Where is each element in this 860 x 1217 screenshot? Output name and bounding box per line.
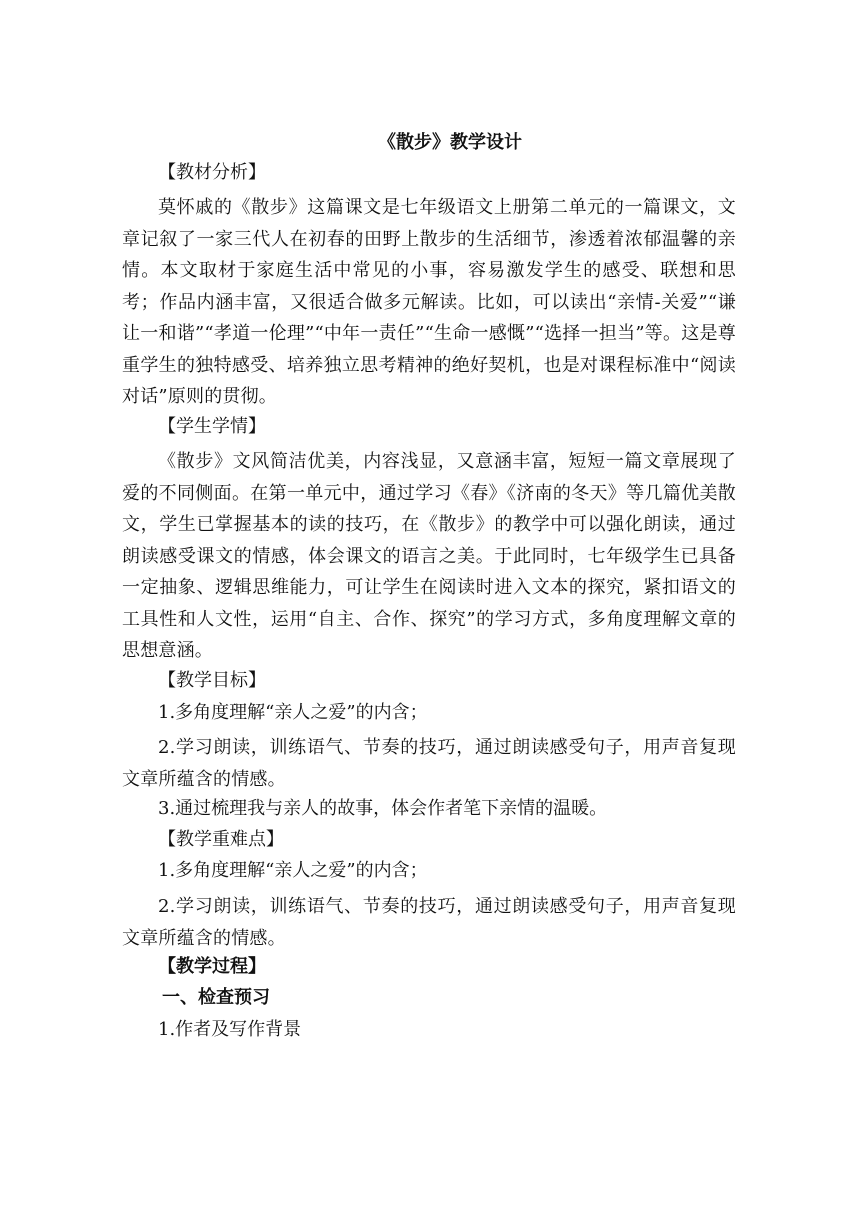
process-item-1: 1.作者及写作背景 — [158, 1019, 302, 1040]
paragraph-textbook-analysis: 莫怀戚的《散步》这篇课文是七年级语文上册第二单元的一篇课文，文章记叙了一家三代人在初春的田野上散步的生活细节，渗透着浓郁温馨的亲情。本文取材于家庭生活中常见的小事，容易激发学生的感受、联想和思考；作品内涵丰富，又很适合做多元解读。比如，可以读出“亲情-关爱”“谦让一和谐”“孝道一伦理”“中年一责任”“生命一感慨”“选择一担当”等。这是尊重学生的独特感受、培养独立思考精神的绝好契机，也是对课程标准中“阅读对话”原则的贯彻。 — [122, 197, 736, 407]
key-point-item-2: 2.学习朗读，训练语气、节奏的技巧，通过朗读感受句子，用声音复现文章所蕴含的情感。 — [122, 896, 736, 949]
section-heading-student-situation: 【学生学情】 — [158, 416, 266, 437]
section-heading-textbook-analysis: 【教材分析】 — [158, 162, 266, 183]
goal-item-3: 3.通过梳理我与亲人的故事，体会作者笔下亲情的温暖。 — [158, 798, 608, 819]
section-heading-teaching-process: 【教学过程】 — [158, 956, 266, 977]
key-point-item-1: 1.多角度理解“亲人之爱”的内含； — [158, 860, 428, 881]
section-heading-key-points: 【教学重难点】 — [158, 829, 284, 850]
paragraph-student-situation: 《散步》文风简洁优美，内容浅显，又意涵丰富，短短一篇文章展现了爱的不同侧面。在第一单元中，通过学习《春》《济南的冬天》等几篇优美散文，学生已掌握基本的读的技巧，在《散步》的教学中可以强化朗读，通过朗读感受课文的情感，体会课文的语言之美。于此同时，七年级学生已具备一定抽象、逻辑思维能力，可让学生在阅读时进入文本的探究，紧扣语文的工具性和人文性，运用“自主、合作、探究”的学习方式，多角度理解文章的思想意涵。 — [122, 451, 736, 661]
document-title: 《散步》教学设计 — [378, 132, 522, 153]
goal-item-2: 2.学习朗读，训练语气、节奏的技巧，通过朗读感受句子，用声音复现文章所蕴含的情感。 — [122, 737, 736, 790]
section-heading-teaching-goals: 【教学目标】 — [158, 670, 266, 691]
subheading-check-preview: 一、检查预习 — [162, 987, 270, 1008]
goal-item-1: 1.多角度理解“亲人之爱”的内含； — [158, 702, 428, 723]
